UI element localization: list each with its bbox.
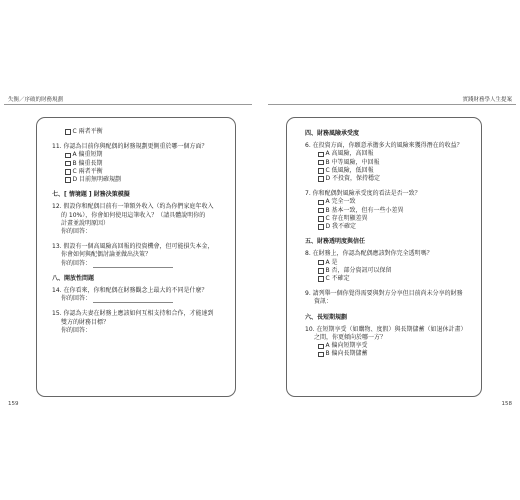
running-header-right: 實踐財務學人生提案 bbox=[462, 97, 512, 103]
checkbox[interactable] bbox=[318, 160, 324, 166]
header-rule-left bbox=[4, 104, 252, 105]
option-b[interactable]: B 否，部分資訊可以保留 bbox=[305, 267, 475, 275]
question-13 bbox=[52, 243, 228, 268]
checkbox[interactable] bbox=[318, 268, 324, 274]
checkbox[interactable] bbox=[318, 208, 324, 214]
question-text: 雙方的財務目標？ bbox=[61, 318, 110, 326]
option-b[interactable]: B 中等風險，中回報 bbox=[305, 159, 475, 167]
option-c[interactable]: C 低風險，低回報 bbox=[305, 167, 475, 175]
question-9 bbox=[305, 290, 475, 306]
question-text: 你會如何與配偶討論並做出決策？ bbox=[61, 251, 152, 259]
question-7 bbox=[305, 190, 475, 231]
question-text: 的 10%），你會如何使用這筆收入？（請具體說明你的 bbox=[61, 211, 206, 219]
checkbox[interactable] bbox=[318, 276, 324, 282]
question-text: 6. 在投資方面，你願意承擔多大的風險來獲得潛在的收益？ bbox=[305, 142, 463, 150]
question-text: 15. 你認為夫妻在財務上應該如何互相支持和合作，才能達到 bbox=[52, 310, 214, 318]
checkbox[interactable] bbox=[318, 168, 324, 174]
answer-line bbox=[93, 262, 173, 268]
checkbox[interactable] bbox=[318, 224, 324, 230]
question-text: 8. 在財務上，你認為配偶應該對你完全透明嗎？ bbox=[305, 250, 433, 258]
checkbox[interactable] bbox=[318, 344, 324, 350]
question-text: 計畫並說明原因） bbox=[61, 219, 110, 227]
checkbox[interactable] bbox=[65, 169, 71, 175]
checkbox[interactable] bbox=[318, 200, 324, 206]
question-15 bbox=[52, 310, 228, 335]
option-b[interactable]: B 偏重長期 bbox=[52, 160, 228, 168]
question-text: 7. 你和配偶對風險承受度的看法是否一致？ bbox=[305, 190, 421, 198]
checkbox[interactable] bbox=[318, 216, 324, 222]
option-a[interactable]: A 完全一致 bbox=[305, 198, 475, 206]
page-number-right: 158 bbox=[501, 401, 512, 407]
option-a[interactable]: A 偏重短期 bbox=[52, 151, 228, 159]
question-text: 資訊： bbox=[314, 298, 333, 306]
section-heading-7: 七、[ 情境題 ] 財務決策模擬 bbox=[52, 191, 130, 199]
question-11 bbox=[52, 143, 228, 184]
question-text: 13. 假設有一個高風險高回報的投資機會，但可能損失本金， bbox=[52, 243, 214, 251]
option-b[interactable]: B 基本一致，但有一些小差異 bbox=[305, 207, 475, 215]
option-q10-c[interactable]: C 兩者平衡 bbox=[52, 128, 228, 136]
option-c[interactable]: C 兩者平衡 bbox=[52, 168, 228, 176]
checkbox[interactable] bbox=[318, 260, 324, 266]
left-questionnaire bbox=[52, 128, 228, 335]
option-d[interactable]: D 目前無明確規劃 bbox=[52, 176, 228, 184]
option-c[interactable]: C 不確定 bbox=[305, 275, 475, 283]
answer-field[interactable]: 你的回答： bbox=[52, 260, 228, 268]
question-text: 9. 請列舉一個你覺得需要與對方分享但目前尚未分享的財務 bbox=[305, 290, 463, 298]
right-questionnaire bbox=[305, 130, 475, 359]
section-heading-6: 六、長短期規劃 bbox=[305, 313, 348, 321]
question-text: 之間，你更傾向於哪一方？ bbox=[314, 334, 387, 342]
checkbox[interactable] bbox=[65, 153, 71, 159]
question-8 bbox=[305, 250, 475, 283]
question-10 bbox=[305, 326, 475, 359]
option-b[interactable]: B 偏向長期儲蓄 bbox=[305, 350, 475, 358]
running-header-left: 失衡／序破的財務規劃 bbox=[8, 97, 64, 103]
answer-line bbox=[93, 297, 173, 303]
question-text: 10. 在短期享受（如購物、度假）與長期儲蓄（如退休計畫） bbox=[305, 325, 467, 333]
checkbox[interactable] bbox=[318, 152, 324, 158]
checkbox[interactable] bbox=[318, 352, 324, 358]
question-6 bbox=[305, 142, 475, 183]
option-a[interactable]: A 偏向短期享受 bbox=[305, 342, 475, 350]
answer-field[interactable]: 你的回答： bbox=[52, 295, 228, 303]
section-heading-5: 五、財務透明度與信任 bbox=[305, 238, 366, 246]
answer-field[interactable]: 你的回答： bbox=[61, 228, 92, 236]
header-rule-right bbox=[268, 104, 516, 105]
answer-field[interactable]: 你的回答： bbox=[61, 326, 92, 334]
option-a[interactable]: A 是 bbox=[305, 259, 475, 267]
option-a[interactable]: A 高風險，高回報 bbox=[305, 150, 475, 158]
option-c[interactable]: C 存在明顯差異 bbox=[305, 215, 475, 223]
checkbox[interactable] bbox=[65, 129, 71, 135]
checkbox[interactable] bbox=[65, 177, 71, 183]
checkbox[interactable] bbox=[65, 161, 71, 167]
question-12 bbox=[52, 203, 228, 236]
section-heading-8: 八、開放性問題 bbox=[52, 274, 95, 282]
section-heading-4: 四、財務風險承受度 bbox=[305, 130, 360, 137]
option-d[interactable]: D 不投資，保持穩定 bbox=[305, 175, 475, 183]
page-number-left: 159 bbox=[8, 401, 19, 407]
question-text: 12. 假設你和配偶目前有一筆額外收入（約為你們家庭年收入 bbox=[52, 203, 214, 211]
checkbox[interactable] bbox=[318, 176, 324, 182]
question-text: 14. 在你看來，你和配偶在財務觀念上最大的不同是什麼？ bbox=[52, 287, 208, 295]
question-text: 11. 你認為目前你與配偶的財務規劃更側重於哪一個方面？ bbox=[52, 143, 208, 151]
option-d[interactable]: D 我不確定 bbox=[305, 223, 475, 231]
question-14 bbox=[52, 287, 228, 303]
